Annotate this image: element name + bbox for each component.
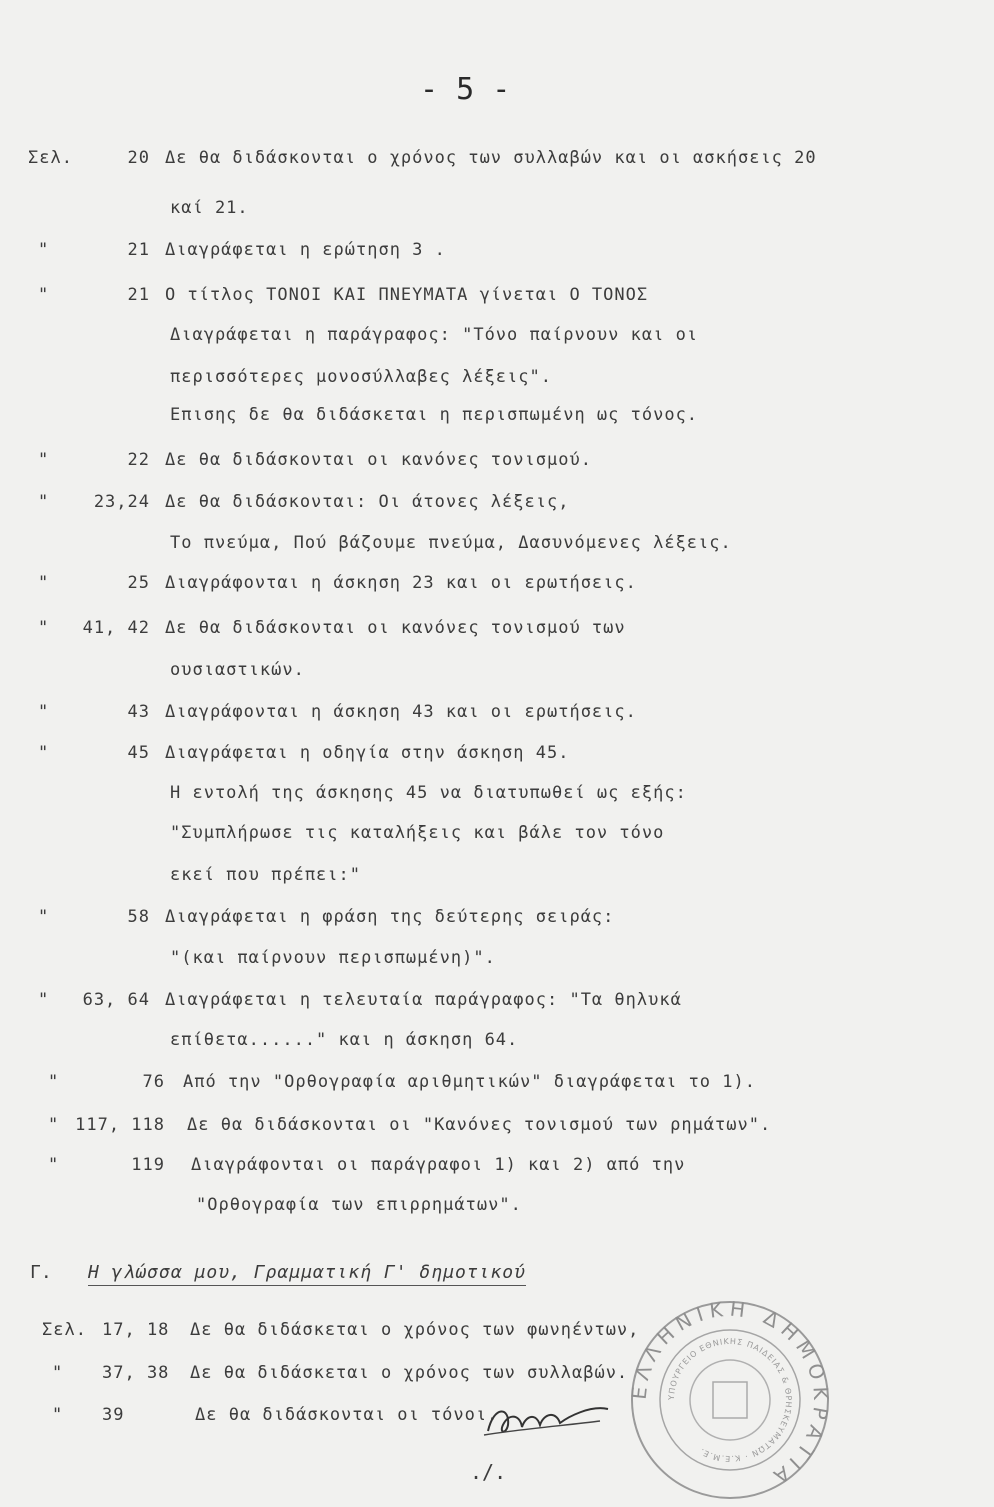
entry-text: Δε θα διδάσκονται οι κανόνες τονισμού. <box>165 450 592 470</box>
entry-page: 20 <box>127 148 150 168</box>
entry-page: 23,24 <box>93 492 150 512</box>
entry-continuation <box>0 1030 994 1060</box>
entry-continuation-text: επίθετα......" και η άσκηση 64. <box>170 1030 519 1050</box>
entry-text: Διαγράφεται η οδηγία στην άσκηση 45. <box>165 743 570 763</box>
entry-continuation <box>0 1195 994 1225</box>
entry-label: " <box>52 1363 64 1383</box>
entry-continuation-text: "Ορθογραφία των επιρρημάτων". <box>196 1195 522 1215</box>
entry-page: 117, 118 <box>75 1115 165 1135</box>
entry-text: Δε θα διδάσκονται οι κανόνες τονισμού των <box>165 618 626 638</box>
entry-continuation <box>0 198 994 228</box>
entry-page: 76 <box>142 1072 165 1092</box>
entry-continuation <box>0 325 994 355</box>
entry-continuation-text: καί 21. <box>170 198 249 218</box>
entry-text: Δε θα διδάσκονται οι "Κανόνες τονισμού των ρημάτων". <box>187 1115 772 1135</box>
entry-page: 21 <box>127 240 150 260</box>
entry-page: 21 <box>127 285 150 305</box>
entry-page: 37, 38 <box>102 1363 170 1383</box>
entry-label: Σελ. <box>28 148 73 168</box>
entry-row <box>0 990 994 1020</box>
entry-continuation <box>0 533 994 563</box>
entry-page: 39 <box>102 1405 125 1425</box>
entry-continuation-text: "(και παίρνουν περισπωμένη)". <box>170 948 496 968</box>
entry-label: " <box>48 1115 60 1135</box>
entry-page: 58 <box>127 907 150 927</box>
entry-page: 119 <box>131 1155 165 1175</box>
entry-label: " <box>38 990 50 1010</box>
entry-text: Δε θα διδάσκονται οι τόνοι. <box>195 1405 499 1425</box>
entry-row <box>0 1115 994 1145</box>
entry-page: 43 <box>127 702 150 722</box>
entry-row <box>0 743 994 773</box>
entry-text: Από την "Ορθογραφία αριθμητικών" διαγράφεται το 1). <box>183 1072 756 1092</box>
entry-row <box>0 148 994 178</box>
entry-label: " <box>38 907 50 927</box>
page-number: - 5 - <box>420 72 511 107</box>
continuation-mark: ./. <box>470 1460 507 1484</box>
entry-label: " <box>38 285 50 305</box>
entry-page: 25 <box>127 573 150 593</box>
entry-label: " <box>38 240 50 260</box>
entry-continuation <box>0 660 994 690</box>
entry-page: 17, 18 <box>102 1320 170 1340</box>
official-seal <box>628 1298 833 1507</box>
entry-row <box>0 1072 994 1102</box>
entry-text: Διαγράφεται η ερώτηση 3 . <box>165 240 446 260</box>
entry-continuation-text: περισσότερες μονοσύλλαβες λέξεις". <box>170 367 552 387</box>
entry-text: Διαγράφονται η άσκηση 43 και οι ερωτήσεις. <box>165 702 637 722</box>
entry-label: " <box>38 573 50 593</box>
entry-continuation-text: Το πνεύμα, Πού βάζουμε πνεύμα, Δασυνόμενες λέξεις. <box>170 533 732 553</box>
entry-continuation <box>0 405 994 435</box>
entry-page: 22 <box>127 450 150 470</box>
signature <box>480 1395 620 1449</box>
entry-continuation <box>0 367 994 397</box>
entry-label: " <box>48 1072 60 1092</box>
entry-text: Δε θα διδάσκονται: Οι άτονες λέξεις, <box>165 492 570 512</box>
entry-continuation-text: Η εντολή της άσκησης 45 να διατυπωθεί ως εξής: <box>170 783 687 803</box>
entry-label: Σελ. <box>42 1320 87 1340</box>
entry-text: Διαγράφεται η τελευταία παράγραφος: "Τα θηλυκά <box>165 990 682 1010</box>
entry-row <box>0 450 994 480</box>
entry-row <box>0 492 994 522</box>
entry-label: " <box>38 450 50 470</box>
entry-label: " <box>48 1155 60 1175</box>
entry-continuation-text: ουσιαστικών. <box>170 660 305 680</box>
entry-continuation <box>0 865 994 895</box>
entry-row <box>0 1155 994 1185</box>
entry-row <box>0 702 994 732</box>
entry-text: Δε θα διδάσκεται ο χρόνος των φωνηέντων, <box>190 1320 640 1340</box>
section-letter: Γ. <box>30 1262 52 1283</box>
entry-continuation-text: εκεί που πρέπει:" <box>170 865 361 885</box>
entry-label: " <box>38 702 50 722</box>
entry-continuation <box>0 823 994 853</box>
entry-label: " <box>38 618 50 638</box>
entry-page: 45 <box>127 743 150 763</box>
entry-text: Δε θα διδάσκονται ο χρόνος των συλλαβών και οι ασκήσεις 20 <box>165 148 817 168</box>
entry-row <box>0 573 994 603</box>
entry-text: Διαγράφεται η φράση της δεύτερης σειράς: <box>165 907 615 927</box>
entry-continuation-text: Διαγράφεται η παράγραφος: "Τόνο παίρνουν και οι <box>170 325 699 345</box>
entry-continuation-text: Επισης δε θα διδάσκεται η περισπωμένη ως τόνος. <box>170 405 699 425</box>
entry-text: Διαγράφονται οι παράγραφοι 1) και 2) από την <box>191 1155 686 1175</box>
entry-page: 41, 42 <box>82 618 150 638</box>
entry-text: Ο τίτλος ΤΟΝΟΙ ΚΑΙ ΠΝΕΥΜΑΤΑ γίνεται Ο ΤΟΝΟΣ <box>165 285 649 305</box>
entry-row <box>0 618 994 648</box>
entry-label: " <box>38 492 50 512</box>
entry-continuation-text: "Συμπλήρωσε τις καταλήξεις και βάλε τον τόνο <box>170 823 665 843</box>
section-entry-row <box>0 1363 994 1393</box>
svg-text:ΥΠΟΥΡΓΕΙΟ ΕΘΝΙΚΗΣ ΠΑΙΔΕΙΑΣ & Θ: ΥΠΟΥΡΓΕΙΟ ΕΘΝΙΚΗΣ ΠΑΙΔΕΙΑΣ & ΘΡΗΣΚΕΥΜΑΤΩΝ · Κ.Ε.Μ.Ε. <box>666 1336 794 1464</box>
entry-continuation <box>0 948 994 978</box>
entry-row <box>0 907 994 937</box>
entry-text: Διαγράφονται η άσκηση 23 και οι ερωτήσεις. <box>165 573 637 593</box>
entry-row <box>0 240 994 270</box>
section-title: Η γλώσσα μου, Γραμματική Γ' δημοτικού <box>88 1262 526 1286</box>
entry-page: 63, 64 <box>82 990 150 1010</box>
entry-row <box>0 285 994 315</box>
entry-continuation <box>0 783 994 813</box>
entry-label: " <box>52 1405 64 1425</box>
svg-text:ΕΛΛΗΝΙΚΗ ΔΗΜΟΚΡΑΤΙΑ: ΕΛΛΗΝΙΚΗ ΔΗΜΟΚΡΑΤΙΑ <box>628 1298 833 1492</box>
entry-text: Δε θα διδάσκεται ο χρόνος των συλλαβών. <box>190 1363 629 1383</box>
entry-label: " <box>38 743 50 763</box>
section-entry-row <box>0 1320 994 1350</box>
